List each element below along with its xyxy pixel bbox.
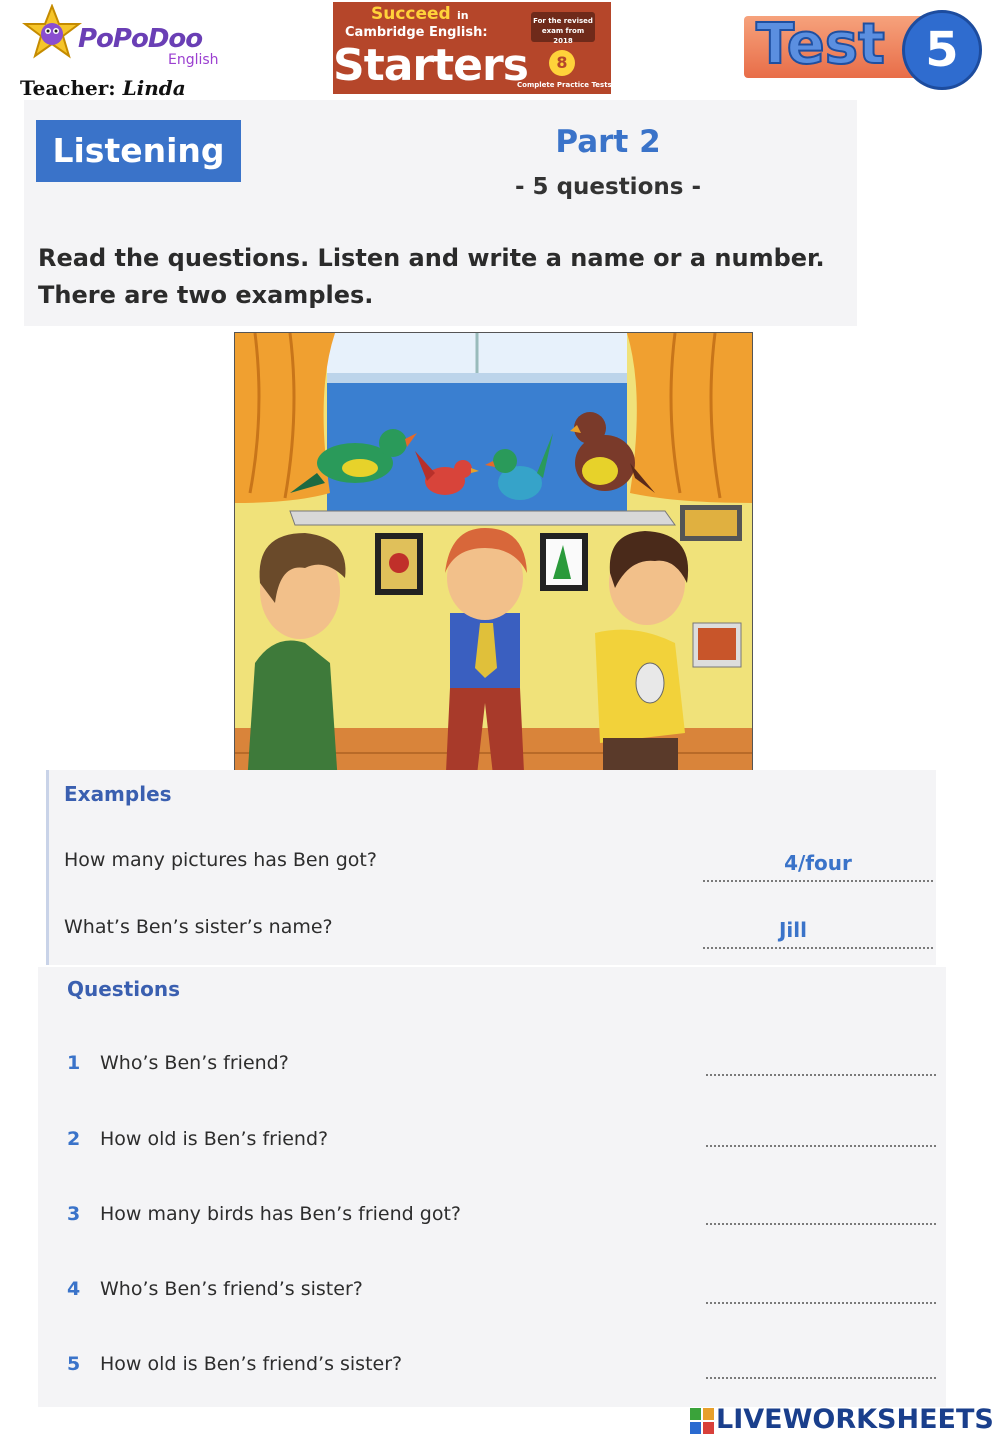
- question-2-text: How old is Ben’s friend?: [100, 1128, 329, 1150]
- question-count: - 5 questions -: [515, 174, 701, 200]
- example-1-answer-line: [703, 860, 933, 882]
- banner-revised: For the revised exam from 2018: [533, 17, 593, 45]
- test-label: Test: [756, 12, 885, 77]
- questions-panel: [38, 967, 946, 1407]
- example-1-question: How many pictures has Ben got?: [64, 849, 377, 871]
- liveworksheets-logo-icon: [690, 1408, 714, 1434]
- question-5-number: 5: [67, 1353, 81, 1375]
- question-3-text: How many birds has Ben’s friend got?: [100, 1203, 461, 1225]
- banner-revised-box: [531, 12, 595, 45]
- banner-cambridge: Cambridge English:: [345, 25, 488, 40]
- banner-number-badge: [549, 50, 575, 76]
- starters-banner: [333, 2, 611, 94]
- listening-text: Listening: [52, 131, 225, 170]
- test-number-banner: [744, 6, 988, 86]
- examples-rule: [46, 770, 49, 965]
- banner-starters: Starters: [333, 40, 528, 91]
- examples-heading: Examples: [64, 782, 172, 806]
- questions-heading: Questions: [67, 977, 181, 1001]
- test-number-circle: [902, 10, 982, 90]
- question-2-answer-field[interactable]: [706, 1125, 936, 1147]
- room-illustration: [234, 332, 753, 815]
- instruction-line-2: There are two examples.: [38, 281, 374, 309]
- question-3-answer-field[interactable]: [706, 1203, 936, 1225]
- liveworksheets-logo: [690, 1404, 994, 1438]
- example-2-question: What’s Ben’s sister’s name?: [64, 916, 333, 938]
- example-1-answer: 4/four: [784, 851, 852, 875]
- teacher-name: Linda: [122, 76, 186, 100]
- teacher-line: [20, 76, 186, 100]
- test-number: 5: [925, 22, 959, 78]
- instructions: [38, 240, 853, 314]
- example-2-answer: Jill: [778, 918, 807, 942]
- popodoo-logo: [18, 2, 228, 78]
- question-1-number: 1: [67, 1052, 81, 1074]
- question-5-answer-field[interactable]: [706, 1357, 936, 1379]
- logo-text: PoPoDoo: [78, 24, 203, 54]
- instruction-line-1: Read the questions. Listen and write a name or a number.: [38, 244, 825, 272]
- part-title: Part 2: [555, 124, 661, 160]
- popodoo-mascot-icon: [22, 4, 82, 66]
- question-3-number: 3: [67, 1203, 81, 1225]
- banner-in: in: [457, 9, 469, 22]
- question-4-answer-field[interactable]: [706, 1282, 936, 1304]
- question-1-text: Who’s Ben’s friend?: [100, 1052, 289, 1074]
- question-1-answer-field[interactable]: [706, 1054, 936, 1076]
- banner-number: 8: [556, 53, 568, 72]
- question-2-number: 2: [67, 1128, 81, 1150]
- logo-subtext: English: [168, 52, 219, 68]
- question-4-number: 4: [67, 1278, 81, 1300]
- listening-label: [36, 120, 241, 182]
- example-2-answer-line: [703, 927, 933, 949]
- liveworksheets-brand: LIVEWORKSHEETS: [716, 1404, 994, 1435]
- banner-tests: Complete Practice Tests: [517, 81, 612, 89]
- banner-succeed: Succeed: [371, 4, 451, 24]
- question-4-text: Who’s Ben’s friend’s sister?: [100, 1278, 363, 1300]
- question-5-text: How old is Ben’s friend’s sister?: [100, 1353, 403, 1375]
- teacher-label: Teacher:: [20, 76, 116, 100]
- room-scene-image: [235, 333, 752, 814]
